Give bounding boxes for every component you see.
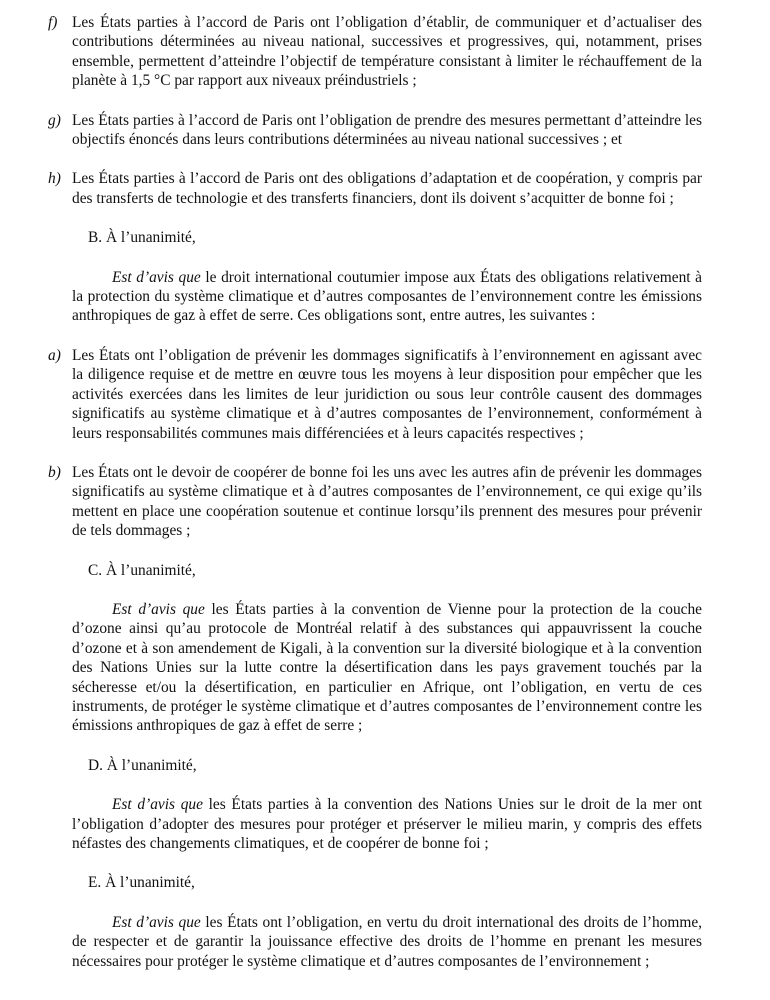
item-text: Les États ont l’obligation de prévenir les dommages significatifs à l’environnement en agissant avec la diligence requise et de mettre en œuvre tous les moyens à leur disposition pour empêcher que les activités exercées dans les limites de leur juridiction ou sous leur contrôle causent des dommages significatifs au système climatique et à d’autres composantes de l’environnement, conformément à leurs responsabilités communes mais différenciées et à leurs capacités respectives ;: [72, 346, 702, 442]
item-text: Les États ont le devoir de coopérer de bonne foi les uns avec les autres afin de prévenir les dommages significatifs au système climatique et à d’autres composantes de l’environnement, ce qui exige qu’ils mettent en place une coopération soutenue et continue lorsqu’ils prennent des mesures pour prévenir de tels dommages ;: [72, 463, 702, 540]
section-heading-d: D. À l’unanimité,: [88, 756, 197, 774]
est-davis-que: Est d’avis que: [112, 796, 203, 814]
item-text: Les États parties à l’accord de Paris ont l’obligation d’établir, de communiquer et d’actualiser des contributions déterminées au niveau national, successives et progressives, qui, notamment, prises ensemble, permettent d’atteindre l’objectif de température consistant à limiter le réchauffement de la planète à 1,5 °C par rapport aux niveaux préindustriels ;: [72, 14, 702, 90]
list-item-h: [48, 169, 702, 208]
section-heading-b: B. À l’unanimité,: [88, 229, 196, 247]
item-marker: b): [48, 463, 61, 481]
section-b-paragraph: [48, 268, 702, 326]
est-davis-que: Est d’avis que: [112, 913, 201, 931]
list-item-a: [48, 346, 702, 443]
item-text: Les États parties à l’accord de Paris ont des obligations d’adaptation et de coopération, y compris par des transferts de technologie et des transferts financiers, dont ils doivent s’acquitter de bonne foi ;: [72, 170, 702, 207]
paragraph-text: les États ont l’obligation, en vertu du droit international des droits de l’homme, de respecter et de garantir la jouissance effective des droits de l’homme en prenant les mesures nécessaires pour protéger le système climatique et d’autres composantes de l’environnement ;: [72, 913, 702, 970]
est-davis-que: Est d’avis que: [112, 268, 201, 286]
section-heading-e: E. À l’unanimité,: [88, 874, 195, 892]
item-marker: a): [48, 346, 61, 364]
paragraph-text: le droit international coutumier impose aux États des obligations relativement à la protection du système climatique et d’autres composantes de l’environnement contre les émissions anthropiques de gaz à effet de serre. Ces obligations sont, entre autres, les suivantes :: [72, 268, 703, 325]
est-davis-que: Est d’avis que: [112, 600, 205, 618]
paragraph-text: les États parties à la convention des Nations Unies sur le droit de la mer ont l’obligation d’adopter des mesures pour protéger et préserver le milieu marin, y compris des effets néfastes des changements climatiques, et de coopérer de bonne foi ;: [72, 796, 702, 852]
list-item-f: [48, 13, 702, 91]
list-item-g: [48, 111, 702, 150]
item-marker: f): [48, 14, 58, 31]
section-heading-c: C. À l’unanimité,: [88, 561, 196, 579]
list-item-b: [48, 463, 702, 541]
item-text: Les États parties à l’accord de Paris ont l’obligation de prendre des mesures permettant d’atteindre les objectifs énoncés dans leurs contributions déterminées au niveau national successives ; et: [72, 111, 702, 149]
item-marker: h): [48, 170, 61, 188]
section-e-paragraph: [48, 913, 702, 971]
paragraph-text: les États parties à la convention de Vienne pour la protection de la couche d’ozone ainsi qu’au protocole de Montréal relatif à des substances qui appauvrissent la couche d’ozone et à son amendement de Kigali, à la convention sur la diversité biologique et à la convention des Nations Unies sur la lutte contre la désertification dans les pays gravement touchés par la sécheresse et/ou la désertification, en particulier en Afrique, ont l’obligation, en vertu de ces instruments, de protéger le système climatique et d’autres composantes de l’environnement contre les émissions anthropiques de gaz à effet de serre ;: [72, 600, 702, 735]
section-d-paragraph: [48, 795, 702, 853]
section-c-paragraph: [48, 600, 702, 736]
item-marker: g): [48, 111, 61, 129]
